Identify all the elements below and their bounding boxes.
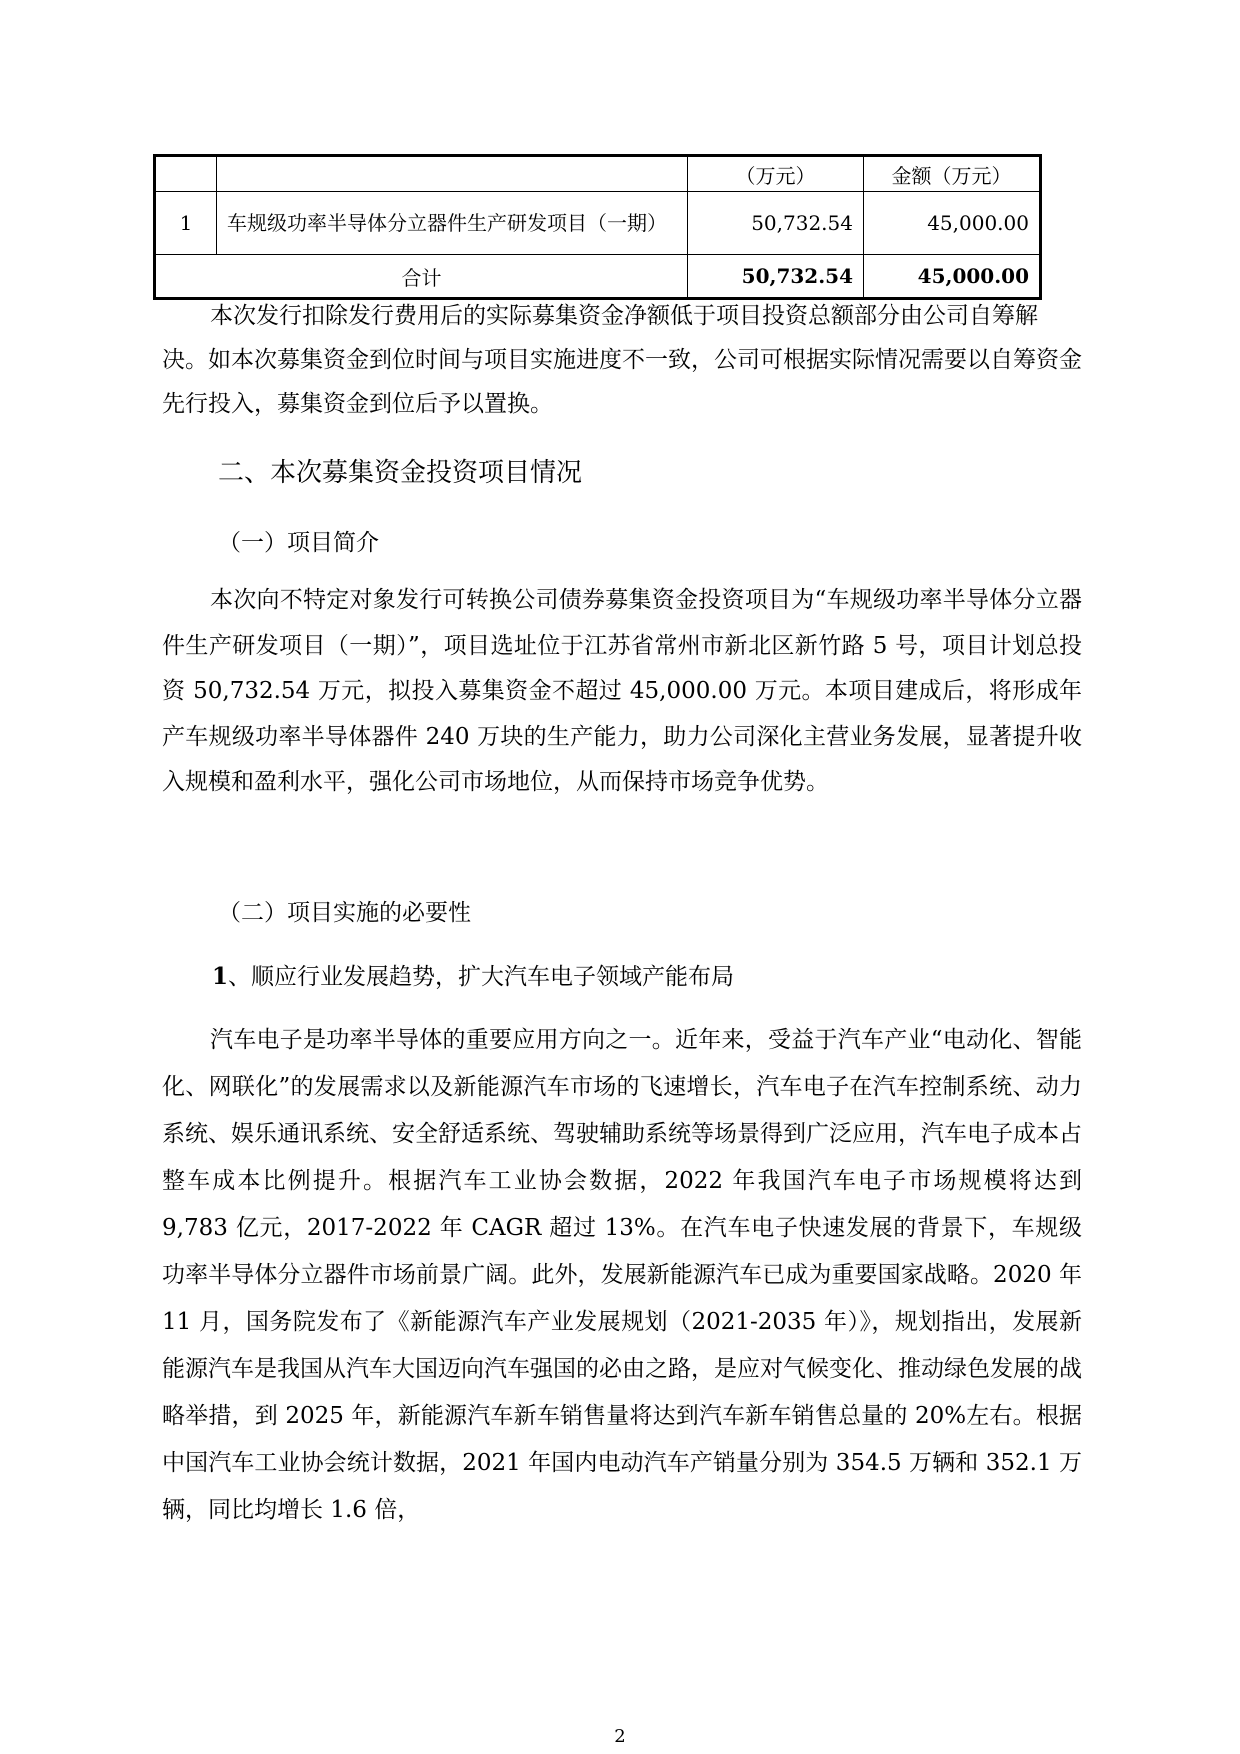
page-number: 2 (614, 1726, 626, 1747)
project-intro-paragraph: 本次向不特定对象发行可转换公司债券募集资金投资项目为“车规级功率半导体分立器件生产研发项目（一期）”，项目选址位于江苏省常州市新北区新竹路 5 号，项目计划总投资 50,732.54 万元，拟投入募集资金不超过 45,000.00 万元。本项目建成后，将形成年产车规级功率半导体器件 240 万块的生产能力，助力公司深化主营业务发展，显著提升收入规模和盈利水平，强化公司市场地位，从而保持市场竞争优势。 (162, 587, 1082, 795)
table-header-row (155, 156, 1041, 192)
total-label: 合计 (155, 255, 688, 299)
intro-paragraph: 本次发行扣除发行费用后的实际募集资金净额低于项目投资总额部分由公司自筹解决。如本次募集资金到位时间与项目实施进度不一致，公司可根据实际情况需要以自筹资金先行投入，募集资金到位后予以置换。 (162, 303, 1082, 417)
point-number: 1 (212, 963, 229, 990)
table-header-index (155, 156, 217, 192)
table-header-amount: 金额（万元） (864, 156, 1041, 192)
point-paragraph: 汽车电子是功率半导体的重要应用方向之一。近年来，受益于汽车产业“电动化、智能化、网联化”的发展需求以及新能源汽车市场的飞速增长，汽车电子在汽车控制系统、动力系统、娱乐通讯系统、安全舒适系统、驾驶辅助系统等场景得到广泛应用，汽车电子成本占整车成本比例提升。根据汽车工业协会数据，2022 年我国汽车电子市场规模将达到 9,783 亿元，2017-2022 年 CAGR 超过 13%。在汽车电子快速发展的背景下，车规级功率半导体分立器件市场前景广阔。此外，发展新能源汽车已成为重要国家战略。2020 年 11 月，国务院发布了《新能源汽车产业发展规划（2021-2035 年）》，规划指出，发展新能源汽车是我国从汽车大国迈向汽车强国的必由之路，是应对气候变化、推动绿色发展的战略举措，到 2025 年，新能源汽车新车销售量将达到汽车新车销售总量的 20%左右。根据中国汽车工业协会统计数据，2021 年国内电动汽车产销量分别为 354.5 万辆和 352.1 万辆，同比均增长 1.6 倍， (162, 1027, 1082, 1523)
row-index: 1 (155, 192, 217, 255)
total-amount: 45,000.00 (864, 255, 1041, 299)
subsection-title-necessity: （二）项目实施的必要性 (218, 900, 471, 926)
table-header-invest: （万元） (688, 156, 864, 192)
subsection-title-intro: （一）项目简介 (218, 530, 379, 556)
point-heading (212, 958, 1132, 991)
table-row (155, 192, 1041, 255)
section-title: 二、本次募集资金投资项目情况 (218, 458, 583, 488)
row-invest: 50,732.54 (688, 192, 864, 255)
table-header-name (217, 156, 688, 192)
row-amount: 45,000.00 (864, 192, 1041, 255)
fund-allocation-table (153, 154, 1042, 300)
point-title: 、顺应行业发展趋势，扩大汽车电子领域产能布局 (228, 964, 735, 990)
row-project-name: 车规级功率半导体分立器件生产研发项目（一期） (217, 192, 688, 255)
table-total-row (155, 255, 1041, 299)
total-invest: 50,732.54 (688, 255, 864, 299)
